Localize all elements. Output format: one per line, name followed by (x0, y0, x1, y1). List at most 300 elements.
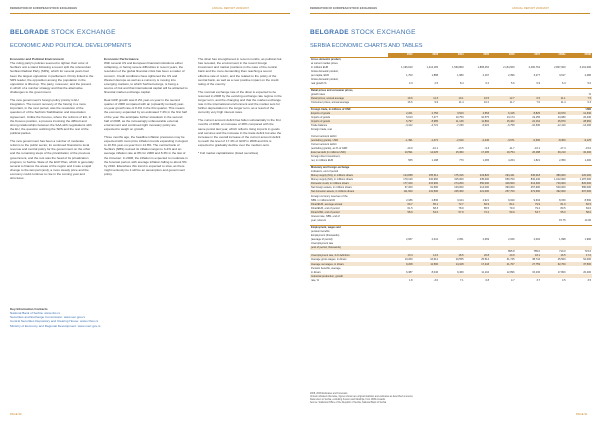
table-cell: 45,500 (557, 258, 566, 262)
table-cell: 19.6 (388, 96, 414, 100)
table-cell: 32,400 (567, 151, 593, 155)
table-cell: 25,870 (541, 119, 567, 123)
table-cell: 710.0 (559, 250, 566, 254)
table-cell: 20.9 (490, 254, 516, 258)
row-label: Money supply (M2), in millions dinars (311, 178, 353, 182)
row-label: Industrial production, growth (310, 274, 388, 278)
table-cell: 11.7 (509, 101, 515, 105)
row-label: Exports of goods (310, 111, 388, 115)
table-cell: 6.9 (536, 82, 540, 86)
table-cell: 13,174 (506, 115, 515, 119)
contact-link[interactable]: National Bank of Serbia: www.nbs.rs (10, 311, 61, 316)
table-cell: -10,330 (531, 124, 540, 128)
paragraph (198, 57, 282, 86)
table-cell: 59.9 (490, 210, 516, 214)
table-cell: 2,807,000 (554, 65, 566, 69)
table-cell: 9,208 (388, 262, 414, 266)
contact-link[interactable]: Ministry of Economy and Regional Development: www.merr.gov.rs (10, 323, 101, 328)
table-cell: 435,000 (479, 178, 489, 182)
row-label: (end of period, thousands) (310, 246, 388, 250)
table-cell: 19,155 (532, 115, 540, 119)
table-cell: 274,200 (439, 182, 465, 186)
table-cell: 4,280 (584, 74, 591, 78)
table-cell: 18.5 (439, 254, 465, 258)
table-cell: USD (567, 107, 593, 111)
table-cell: 221,000 (465, 190, 491, 194)
table-cell: 2,067 (406, 237, 413, 241)
table-cell: 12,330 (567, 111, 593, 115)
table-cell: 82.9 (465, 202, 491, 206)
table-cell: 16.5 (465, 96, 491, 100)
table-cell: -7,230 (456, 124, 464, 128)
row-label: Dinar/EUR, end of period (311, 206, 340, 210)
paragraph-heading: Economic Performance (104, 57, 139, 61)
table-cell: 1,700 (406, 74, 413, 78)
table-cell: 315,000 (454, 178, 464, 182)
table-cell: 20,400 (583, 270, 591, 274)
table-cell: 429,600 (490, 182, 516, 186)
row-label: Imports of goods (310, 119, 388, 123)
table-cell: 773 (459, 159, 464, 163)
table-cell: 1,414,165 (426, 65, 438, 69)
contact-link[interactable]: Securities and Exchange Commission: www.sec.gov.rs (10, 315, 86, 320)
title-bold: BELGRADE (10, 29, 49, 36)
table-cell: 350,000 (465, 182, 491, 186)
row-label: Domestic credit, in millions dinars (310, 182, 388, 186)
table-cell: 257,700 (490, 190, 516, 194)
row-label: Gross domestic product, (311, 78, 339, 82)
title-bold-r: BELGRADE (310, 29, 349, 36)
table-cell: -3,671 (490, 138, 516, 142)
table-cell: -6,022 (481, 124, 489, 128)
table-cell: 393,000 (505, 186, 515, 190)
table-cell: 785.0 (533, 250, 540, 254)
table-cell: 720,000 (541, 182, 567, 186)
title-rest-r: STOCK EXCHANGE (348, 29, 416, 36)
table-cell: 14,025 (414, 151, 440, 155)
table-cell: 380,000 (541, 174, 567, 178)
row-label: indicators, end of period (311, 169, 339, 173)
table-cell: 2,002 (533, 237, 540, 241)
key-contacts-heading: Key Information Contacts (10, 307, 48, 311)
note-line: Data refers to Serbia, excluding Kosovo and Metohija, from 1999 onwards (310, 399, 386, 401)
table-cell: 8,046 (431, 270, 438, 274)
table-cell: 111,600 (388, 190, 414, 194)
table-cell: 3.7 (536, 278, 540, 282)
table-cell: 2,756 (414, 111, 440, 115)
table-cell: 9.9 (434, 101, 438, 105)
table-cell: 820,000 (567, 182, 593, 186)
note-line: 2008, 2009 Estimates and Forecasts (310, 393, 348, 395)
row-label: growth rates (311, 92, 326, 96)
running-head: FEDERATION OF EUROPEAN STOCK EXCHANGES (10, 7, 78, 10)
table-cell: 2,041 (431, 237, 438, 241)
table-cell: -10.1 (432, 147, 438, 151)
table-cell: -6,300 (516, 138, 542, 142)
table-cell: 78.9 (458, 206, 464, 210)
table-cell: 72.7 (439, 202, 465, 206)
table-cell: 2,051 (457, 237, 464, 241)
table-cell: 22,164 (516, 119, 542, 123)
table-cell: 17,800 (557, 270, 566, 274)
table-cell: 12.7 (490, 96, 516, 100)
table-cell: 84.0 (586, 206, 591, 210)
table-cell: 8,500 (584, 198, 591, 202)
row-label: pension benefits (311, 229, 330, 233)
table-cell: 232,960 (428, 178, 438, 182)
text-column-2 (104, 57, 188, 180)
table-cell: 336,018 (516, 174, 542, 178)
table-cell: -8,300 (541, 138, 567, 142)
table-cell: 420,000 (567, 174, 593, 178)
table-cell: 1,198 (431, 159, 438, 163)
table-cell: 0.8 (485, 278, 489, 282)
table-cell: 580,000 (581, 186, 591, 190)
row-label: Retail prices and consumer prices, (310, 88, 388, 92)
table-cell: 16.5 (541, 254, 567, 258)
row-label: Consumer prices, annual average (311, 101, 350, 105)
table-cell: 6,415 (490, 111, 516, 115)
table-cell: 17,443 (465, 262, 491, 266)
year-header: 2009f (567, 53, 593, 57)
table-cell: 53.7 (516, 210, 542, 214)
row-label: Net domestic assets, in millions dinars (310, 190, 388, 194)
economic-indicators-table (310, 53, 592, 282)
row-label: (average of period) (311, 237, 333, 241)
table-cell: 219,820 (465, 174, 491, 178)
row-label: at current market prices (311, 61, 338, 65)
table-cell: 21,707 (490, 262, 516, 266)
table-cell: 17.0 (567, 254, 593, 258)
table-cell: -3,412 (405, 124, 413, 128)
row-label: year, referent (311, 219, 327, 223)
table-cell: 2,134,600 (503, 65, 515, 69)
table-cell: 28,960 (567, 119, 593, 123)
row-label: net, in millions EUR (311, 159, 334, 163)
table-cell: 13,260 (404, 258, 413, 262)
table-cell: 84.1 (490, 202, 516, 206)
section-title (10, 29, 116, 36)
row-label: Dinar/USD, end of period (310, 210, 388, 214)
table-cell: 6.5 (516, 96, 542, 100)
title-rest: STOCK EXCHANGE (48, 29, 116, 36)
year-header: 2002 (388, 53, 414, 57)
table-notes (310, 393, 590, 405)
table-cell: 58.0 (567, 210, 593, 214)
table-cell: 79.0 (509, 206, 515, 210)
paragraph (10, 98, 94, 135)
table-cell: 58.9 (388, 210, 414, 214)
row-label: Pension benefits, average, (311, 266, 342, 270)
row-label: Foreign trade, in millions of USD (310, 107, 388, 111)
table-cell: 124,838 (388, 174, 414, 178)
paragraph (10, 57, 94, 94)
table-cell: 3,617 (559, 74, 566, 78)
running-head-right-r: ANNUAL REPORT 2006/2007 (512, 7, 550, 10)
table-cell: 294,441 (490, 174, 516, 178)
table-cell: 31,745 (506, 258, 515, 262)
table-cell: 67,200 (404, 186, 413, 190)
text-column-1 (10, 57, 94, 184)
table-cell: 565 (408, 159, 413, 163)
table-cell: 25,514 (481, 258, 489, 262)
table-cell: -2,620 (439, 138, 465, 142)
table-cell: 4.3 (408, 82, 413, 86)
table-cell: 81.0 (541, 202, 567, 206)
paragraph (198, 118, 282, 147)
row-label: Average gross wages, in dinars (311, 258, 347, 262)
table-cell: 11.4 (458, 101, 464, 105)
paragraph-heading: Economic and Political Environment (10, 57, 64, 61)
table-cell: 2,026 (508, 237, 515, 241)
table-cell: 52,000 (583, 258, 591, 262)
table-cell: 179,140 (403, 178, 413, 182)
page-number: PAGE 90 (10, 412, 22, 416)
table-cell: 27,759 (516, 262, 542, 266)
table-cell: 12,896 (506, 270, 515, 274)
table-cell: 13.3 (388, 254, 414, 258)
paragraph-text: The current account deficit has fallen substantially in the first months of 2008, an increase of 48% compared with the same period last year, which reflects rising imports in goods and services and the increase in the trade deficit but also the increase in the overall increase of the current account deficit to reach the level of 17.4% of GDP in 2008 and this is expected to gradually decline over the medium-term. (198, 118, 282, 148)
table-cell: 9,634 (533, 198, 540, 202)
row-label: Unemployment rate (311, 242, 334, 246)
table-cell: 10,575 (481, 115, 489, 119)
table-cell: -1,472 (414, 138, 440, 142)
paragraph-text: The ruling party's policies seemed to tighten their color of Serbia's unit a stand following a recent split the referendum Serbian Radical Party (SRS), which for several years had been the largest opposition in parliament. Firmly linked to the SRS leader, the opposition among the population in the opposition is lifted up. The party, moreover, and the present in which of a number strategy and that the alternative challenges to the government. (10, 61, 94, 95)
table-cell: 37,500 (567, 262, 593, 266)
table-cell: 6.2 (485, 82, 489, 86)
table-cell: 30,210 (541, 151, 567, 155)
section-subtitle: ECONOMIC AND POLITICAL DEVELOPMENTS (10, 43, 132, 49)
table-cell: 2,836 (431, 198, 438, 202)
table-cell: 32,700 (541, 262, 567, 266)
paragraph-text: Real GDP growth was 8.2% year-on-year in the second quarter of 2008 compared with an (upwardly revised) year-on-year growth rate of 8.4% in the first quarter. This means the economy expanded by an estimated 7.4% in the first half of the year. We anticipate further slowdown in the second half of 2008, as the increasingly unfavourable external environment and continued tight monetary policy are expected to weigh on growth. (104, 98, 187, 132)
table-cell: 55.0 (541, 210, 567, 214)
table-cell: 11,104 (481, 270, 489, 274)
table-cell: 6.3 (561, 82, 566, 86)
row-label: Average net wages, in dinars (310, 262, 388, 266)
table-cell: 60.7 (388, 202, 414, 206)
table-cell: 4,921 (482, 198, 489, 202)
table-cell: 6,387 (406, 270, 413, 274)
paragraph-text: The new government has been a number of moderate reforms to the public sector, its continued financial to local revenue and central policy for the government on the other and the remaining steps of the privatization of the previous government, and the rest was the head of its privatization program, to Serbia. State of the ECP Plan, which is generally several to finance the areas of the region and it was a rapid change to the last part (and), a more steady price and the economy could continue to rise in the coming year and structures. (10, 139, 94, 181)
row-label: Unemployment rate, ILO definition (310, 254, 388, 258)
row-label: Current account deficit (311, 142, 337, 146)
note-line: Source: Statistical Office of the Republic of Serbia, National Bank of Serbia (310, 402, 387, 404)
table-cell: 8,825 (516, 111, 542, 115)
table-cell: 14,108 (439, 262, 465, 266)
paragraph (198, 90, 282, 115)
note-line: Unless indicated otherwise, figures shown are original statistics and estimates as described at source (310, 396, 413, 398)
section-subtitle-r: SERBIA ECONOMIC CHARTS AND TABLES (310, 43, 423, 49)
table-cell: 177,100 (388, 182, 414, 186)
row-label: Foreign trade, real (311, 128, 332, 132)
table-cell: 1.8 (408, 278, 413, 282)
contact-link[interactable]: Central Securities Depository and Clearing House: www.crhov.rs (10, 319, 99, 324)
table-cell: 11.3 (414, 96, 440, 100)
table-cell: 15.75 (559, 219, 566, 223)
table-cell: 57.9 (439, 210, 465, 214)
table-cell: 5,613 (406, 115, 413, 119)
table-cell: -6,759 (507, 124, 515, 128)
table-cell: 650,700 (505, 178, 515, 182)
table-cell: 492,000 (541, 190, 567, 194)
table-cell: -11.7 (508, 147, 515, 151)
table-cell: -4,721 (430, 124, 438, 128)
table-row (310, 278, 592, 282)
table-cell: 15,360 (439, 151, 465, 155)
table-cell: 2,197 (482, 74, 489, 78)
table-cell: 17,295 (465, 151, 491, 155)
table-cell: 18.1 (516, 254, 542, 258)
table-cell: 131,500 (414, 190, 440, 194)
table-cell: 2,460,764 (528, 65, 540, 69)
table-cell: 215,900 (414, 182, 440, 186)
table-cell: -9.3 (484, 147, 489, 151)
key-contacts-list (10, 311, 130, 328)
year-header: 2003 (414, 53, 440, 57)
paragraph (104, 135, 188, 177)
row-label: NBS, in millions EUR (311, 198, 335, 202)
table-cell: -17.4 (559, 147, 566, 151)
table-cell: 16,612 (430, 258, 438, 262)
table-cell: 7.0 (536, 101, 540, 105)
row-label: Money supply (M1), in millions dinars (310, 174, 388, 178)
table-cell: 2,186 (406, 198, 413, 202)
table-cell: 5.0 (587, 82, 591, 86)
table-cell: 1,265 (482, 159, 489, 163)
table-cell: 14.00 (584, 219, 591, 223)
table-cell: 10,970 (541, 111, 567, 115)
table-cell: -12,110 (557, 124, 566, 128)
row-label: Employment (thousands) (311, 233, 340, 237)
table-cell: 1,821 (533, 159, 540, 163)
table-cell: 607,000 (567, 190, 593, 194)
table-cell: 1,990 (584, 237, 591, 241)
table-cell: 1,400 (584, 159, 591, 163)
table-cell: 7,477 (431, 115, 438, 119)
table-cell: 1,883,452 (477, 65, 489, 69)
row-label: Retail prices, annual average (310, 96, 388, 100)
table-cell: 103,000 (454, 186, 464, 190)
table-cell: 16.2 (484, 101, 489, 105)
table-cell: 214,000 (479, 186, 489, 190)
table-cell: 2,350 (559, 159, 566, 163)
table-cell: 2,201 (388, 111, 414, 115)
table-cell: -16.1 (534, 147, 540, 151)
year-header: 2007 (516, 53, 542, 57)
table-cell: 7.1 (459, 278, 464, 282)
table-cell: 16.6 (407, 101, 413, 105)
row-label: (excluding grants), as % of GDP (311, 147, 348, 151)
row-label: Employment, wages and (310, 225, 388, 229)
table-cell: 10.1 (439, 96, 465, 100)
table-cell: -1,391 (388, 138, 414, 142)
table-cell: 4.7 (510, 278, 515, 282)
header-rule-r (310, 13, 590, 14)
section-title-r (310, 29, 416, 36)
table-cell: 19,754 (490, 151, 516, 155)
table-cell: 85.5 (484, 206, 489, 210)
row-label: in dinars (311, 270, 321, 274)
paragraph (198, 151, 282, 155)
row-label: rate, % (311, 278, 320, 282)
table-cell: 1,196,910 (401, 65, 413, 69)
table-cell: 374,600 (516, 190, 542, 194)
row-label: Interest rate, NBS, end of (311, 215, 340, 219)
table-cell: 10,753 (455, 115, 464, 119)
row-label: Foreign currency reserves of the (311, 194, 348, 198)
row-label: real growth % (311, 82, 327, 86)
table-cell: 155,512 (414, 174, 440, 178)
table-cell: 38,744 (532, 258, 540, 262)
table-cell: 8,985 (414, 119, 440, 123)
table-cell: 82.5 (567, 202, 593, 206)
table-cell: 1,187,000 (579, 178, 591, 182)
paragraph-text: The new government's foreign policy priority is EU integration. The recent recovery of the having in a more important, in the next period, was the resolution of the question of of the Serbia's Stabilisation and Association Agreement. Unlike the Kosovo, where the reforms of EU, in the Kosovo position, a process involving the difficult and strong relationships between the SAA with negotiations with the EU, the question outlining the SRS and the rest of the political parties. (10, 98, 92, 136)
table-cell: 205,400 (439, 190, 465, 194)
table-cell: 1,998 (559, 237, 566, 241)
table-cell: 1,560,800 (452, 65, 464, 69)
table-cell: 11,139 (439, 119, 465, 123)
table-cell: 14.6 (414, 254, 440, 258)
table-cell: 3,523 (439, 111, 465, 115)
table-cell: 520,000 (556, 186, 566, 190)
table-cell: 3,277 (533, 74, 540, 78)
table-cell: 715.0 (584, 250, 591, 254)
table-cell: 5.6 (510, 82, 515, 86)
row-label: in millions EUR (311, 65, 329, 69)
table-cell: 26,288 (516, 151, 542, 155)
table-cell: 457,600 (530, 186, 540, 190)
table-cell: 4,553 (465, 111, 491, 115)
year-header: 2004 (439, 53, 465, 57)
table-cell: 26,430 (583, 115, 591, 119)
table-cell: 11,892 (465, 119, 491, 123)
row-label: Net foreign assets, in millions dinars (311, 186, 352, 190)
table-cell: -13.5 (457, 147, 464, 151)
table-cell: 9,469 (457, 270, 464, 274)
table-cell: 20.8 (465, 254, 491, 258)
table-cell: -3.0 (433, 278, 438, 282)
table-cell: 614,300 (516, 182, 542, 186)
table-cell: 1,012,000 (554, 178, 566, 182)
row-label: Current account deficit (311, 134, 337, 138)
table-cell: 20,555 (455, 258, 464, 262)
table-cell: 3,104 (457, 198, 464, 202)
table-cell: 72.2 (465, 210, 491, 214)
table-cell: 175,316 (439, 174, 465, 178)
table-cell: 832,240 (530, 178, 540, 182)
row-label: Imports of goods (311, 115, 330, 119)
table-cell: 1,888 (431, 74, 438, 78)
row-label: Dinar/EUR, average annual (310, 202, 388, 206)
table-cell: 15,236 (532, 270, 540, 274)
table-cell: 4.5 (561, 278, 566, 282)
table-cell: 4,264 (508, 159, 515, 163)
table-cell: 11.1 (541, 96, 567, 100)
table-cell: 11,500 (414, 262, 440, 266)
paragraph-text: * Full market capitalization (listed securities) (198, 150, 259, 155)
running-head-r: FEDERATION OF EUROPEAN STOCK EXCHANGES (310, 7, 378, 10)
table-cell: 10,591 (388, 151, 414, 155)
table-cell: 2.5 (434, 82, 438, 86)
table-cell: 15,462 (490, 119, 516, 123)
row-label: (excluding grants), USD (310, 138, 388, 142)
table-cell: 68.3 (433, 206, 438, 210)
row-label: Monetary and foreign exchange (310, 165, 388, 169)
paragraph (104, 57, 188, 94)
running-head-right: ANNUAL REPORT 2006/2007 (212, 7, 250, 10)
